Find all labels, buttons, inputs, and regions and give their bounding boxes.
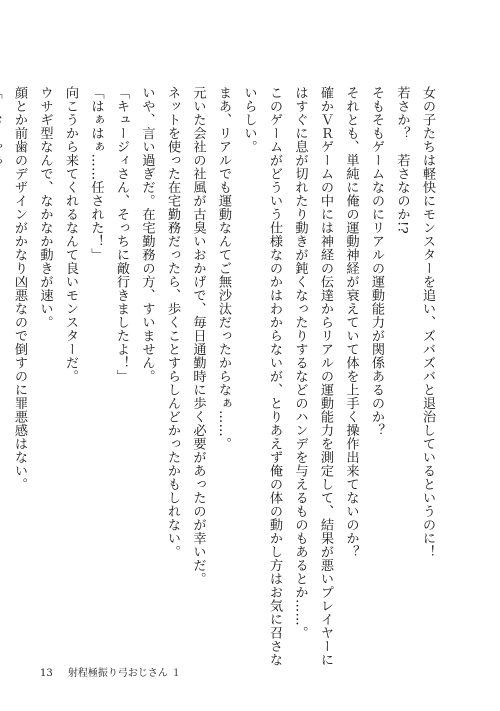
page-footer	[40, 664, 181, 679]
text-line: 確かＶＲゲームの中には神経の伝達からリアルの運動能力を測定して、結果が悪いプレイヤーに	[318, 86, 333, 667]
dialogue-line	[0, 86, 7, 651]
page-number: 13	[40, 668, 53, 679]
book-title: 射程極振り弓おじさん １	[67, 668, 182, 679]
text-line: ウサギ型なんで、なかなか動きが速い。	[37, 86, 53, 329]
dialogue-line: 「はぁはぁ……任された！」	[88, 86, 104, 262]
text-line: 女の子たちは軽快にモンスターを追い、ズバズバと退治しているというのに！	[420, 86, 435, 559]
text-line: 向こうから来てくれるなんて良いモンスターだ。	[63, 86, 78, 383]
dialogue-line: 「キュージィさん、そっちに敵行きましたよ！」	[114, 86, 129, 383]
body-text	[0, 86, 440, 667]
text-line: そもそもゲームなのにリアルの運動能力が関係あるのか？	[369, 86, 384, 437]
text-line: 元いた会社の社風が古臭いおかげで、毎日通勤時に歩く必要があったのが幸いだ。	[190, 86, 206, 586]
text-line: いらしい。	[241, 86, 257, 154]
text-line: まあ、リアルでも運動なんてご無沙汰だったからなぁ……。	[216, 86, 231, 451]
text-line: 顔とか前歯のデザインがかなり凶悪なので倒すのに罪悪感はない。	[12, 86, 27, 491]
text-line: このゲームがどういう仕様なのかはわからないが、とりあえず俺の体の動かし方はお気に召さな	[267, 86, 282, 667]
text-line: いや、言い過ぎだ。在宅勤務の方、すいません。	[139, 86, 155, 383]
text-line: はすぐに息が切れたり動きが鈍くなったりするなどのハンデを与えるものもあるとか……。	[292, 86, 308, 640]
text-line: それとも、単純に俺の運動神経が衰えていて体を上手く操作出来てないのか？	[343, 86, 359, 559]
text-line: 若さか？ 若さなのか!?	[394, 86, 410, 234]
text-line: ネットを使った在宅勤務だったら、歩くことすらしんどかったかもしれない。	[165, 86, 180, 559]
